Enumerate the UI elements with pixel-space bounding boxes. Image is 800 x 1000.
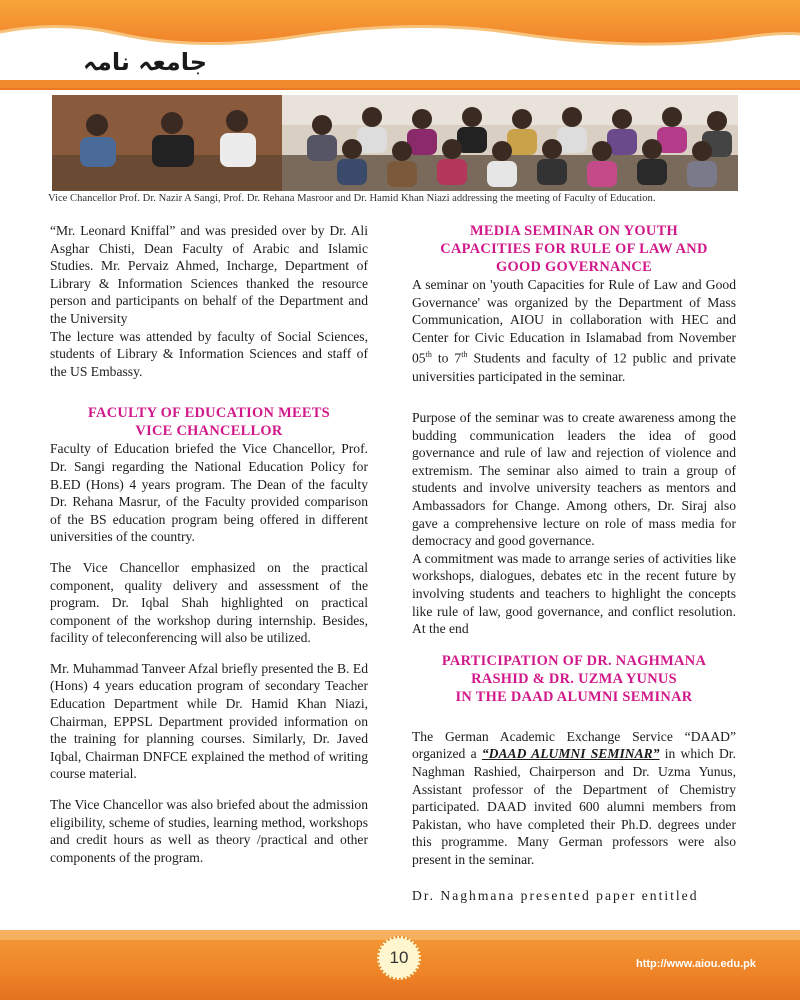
media-paragraph-2: Purpose of the seminar was to create awareness among the budding communication leaders the idea of good governance and rule of law and rejection of violence and extremism. The seminar also aimed to train a group of students and involve university teachers as mentors and Ambassadors for Change. Among others, Dr. Siraj also gave a comprehensive lecture on role of mass media for democracy and good governance. [412, 410, 736, 549]
header-rule [0, 80, 800, 88]
faculty-paragraph-4: The Vice Chancellor was also briefed about the admission eligibility, scheme of studies, learning method, workshops and credit hours as well as theory /practical and other components of the program. [50, 797, 368, 865]
svg-text:جامعہ نامہ: جامعہ نامہ [82, 48, 208, 76]
media-paragraph-1: A seminar on 'youth Capacities for Rule of Law and Good Governance' was organized by the Department of Mass Communication, AIOU in collaboration with HEC and Center for Civic Education in Islamabad from November 05th to 7th Students and faculty of 12 public and private universities participated in the seminar. [412, 277, 736, 384]
footer-url[interactable]: http://www.aiou.edu.pk [636, 958, 756, 970]
faculty-paragraph-1: Faculty of Education briefed the Vice Chancellor, Prof. Dr. Sangi regarding the National Education Policy for B.ED (Hons) 4 years program. The Dean of the faculty Dr. Rehana Masrur, of the Faculty provided comparison of the BS education program being offered in different universities of the country. [50, 441, 368, 545]
heading-media-seminar: MEDIA SEMINAR ON YOUTH CAPACITIES FOR RULE OF LAW AND GOOD GOVERNANCE [440, 223, 708, 275]
media-paragraph-3: A commitment was made to arrange series of activities like workshops, dialogues, debates etc in the recent future by involving students and teachers to highlight the concepts like rule of law, good governance, and conflict resolution. At the end [412, 550, 736, 637]
right-column [412, 222, 736, 904]
photo-caption: Vice Chancellor Prof. Dr. Nazir A Sangi, Prof. Dr. Rehana Masroor and Dr. Hamid Khan Niazi addressing the meeting of Faculty of Education. [48, 193, 656, 204]
faculty-paragraph-3: Mr. Muhammad Tanveer Afzal briefly presented the B. Ed (Hons) 4 years education program of secondary Teacher Education Department while Dr. Hamid Khan Niazi, Chairman, EPPSL Department provided information on the training for planning courses. Similarly, Dr. Javed Iqbal, Chairman DNFCE explained the method of writing course material. [50, 660, 368, 782]
daad-paragraph-2: Dr. Naghmana presented paper entitled [412, 887, 699, 903]
heading-daad-seminar: PARTICIPATION OF DR. NAGHMANA RASHID & DR. UZMA YUNUS IN THE DAAD ALUMNI SEMINAR [441, 652, 707, 705]
masthead-logo [60, 40, 220, 80]
page-number: 10 [377, 936, 421, 980]
intro-paragraph-2: The lecture was attended by faculty of Social Sciences, students of Library & Information Sciences and staff of the US Embassy. [50, 328, 368, 379]
faculty-paragraph-2: The Vice Chancellor emphasized on the practical component, quality delivery and assessment of the program. Dr. Iqbal Shah highlighted on practical component of the workshop during internship. Besides, facility of teleconferencing will also be utilized. [50, 559, 368, 646]
heading-faculty-education: FACULTY OF EDUCATION MEETS VICE CHANCELLOR [88, 405, 330, 440]
meeting-photo [52, 95, 738, 191]
intro-paragraph-1: “Mr. Leonard Kniffal” and was presided over by Dr. Ali Asghar Chisti, Dean Faculty of Arabic and Islamic Studies. Mr. Pervaiz Ahmed, Incharge, Department of Library & Information Sciences thanked the resource person and participants on behalf of the Department and the University [50, 223, 368, 326]
daad-paragraph-1: The German Academic Exchange Service “DAAD” organized a “DAAD ALUMNI SEMINAR” in which Dr. Naghman Rashied, Chairperson and Dr. Uzma Yunus, Assistant professor of the Department of Chemistry participated. DAAD invited 600 alumni members from Pakistan, who have completed their Ph.D. degrees under this programme. Many German professors were also present in the seminar. [412, 728, 736, 867]
left-column [50, 222, 368, 875]
daad-seminar-title: “DAAD ALUMNI SEMINAR” [481, 746, 660, 762]
